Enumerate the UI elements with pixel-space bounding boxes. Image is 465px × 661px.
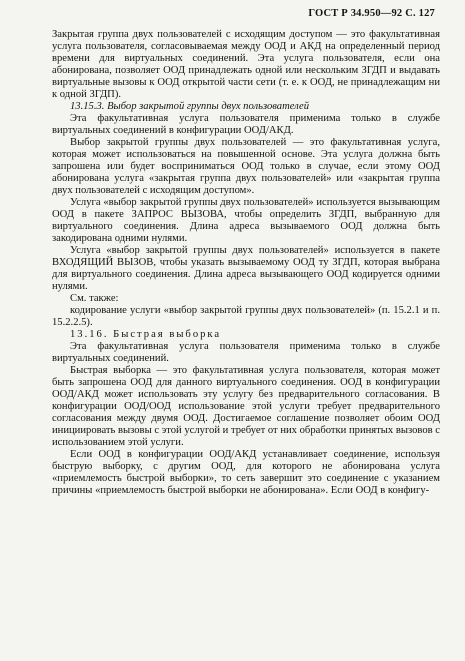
paragraph-fast-select-connection: Если ООД в конфигурации ООД/АКД устанавливает соединение, используя быструю выборку, с другим ООД, для которого не абонирована услуга «приемлемость быстрой выборки», то сеть завершит это соединение с указанием причины «приемлемость быстрой выборки не абонирована». Если ООД в конфигу- — [52, 449, 440, 496]
section-heading-13-15-3: 13.15.3. Выбор закрытой группы двух пользователей — [70, 101, 310, 112]
section-heading-13-16: 13.16. Быстрая выборка — [70, 329, 222, 340]
page-header: ГОСТ Р 34.950—92 С. 127 — [308, 8, 435, 19]
paragraph-closed-group-outgoing: Закрытая группа двух пользователей с исходящим доступом — это факультативная услуга пользователя, согласовываемая между ООД и АКД на определенный период времени для виртуальных соединений. Эта услуга пользователя, если она абонирована, позволяет ООД принадлежать одной или нескольким ЗГДП и выдавать виртуальные вызовы к ООД открытой части сети (т. е. к ООД, не принадлежащим ни к одной ЗГДП). — [52, 29, 440, 100]
paragraph-fast-select-definition: Быстрая выборка — это факультативная услуга пользователя, которая может быть запрошена ООД для данного виртуального соединения. ООД в конфигурации ООД/АКД может использовать эту услугу без предварительного согласования. В конфигурации ООД/ООД использование этой услуги требует предварительного согласования между двумя ООД. Достигаемое соглашение позволяет обоим ООД инициировать вызовы с этой услугой и требует от них обработки принятых вызовов с использованием этой услуги. — [52, 365, 440, 448]
page-body — [52, 29, 440, 497]
paragraph-incoming-call: Услуга «выбор закрытой группы двух пользователей» используется в пакете ВХОДЯЩИЙ ВЫЗОВ, чтобы указать вызываемому ООД ту ЗГДП, которая выбрана для виртуального соединения. Длина адреса вызывающего ООД кодируется одними нулями. — [52, 245, 440, 292]
paragraph-see-also: См. также: — [70, 293, 119, 304]
paragraph-coding-reference: кодирование услуги «выбор закрытой группы двух пользователей» (п. 15.2.1 и п. 15.2.2.5). — [52, 305, 440, 328]
paragraph-fast-select-applicability: Эта факультативная услуга пользователя применима только в службе виртуальных соединений. — [52, 341, 440, 364]
paragraph-applicability: Эта факультативная услуга пользователя применима только в службе виртуальных соединений в конфигурации ООД/АКД. — [52, 113, 440, 136]
paragraph-call-request: Услуга «выбор закрытой группы двух пользователей» используется вызывающим ООД в пакете ЗАПРОС ВЫЗОВА, чтобы определить ЗГДП, выбранную для виртуального соединения. Длина адреса вызываемого ООД должна быть закодирована одними нулями. — [52, 197, 440, 244]
paragraph-selection-definition: Выбор закрытой группы двух пользователей — это факультативная услуга, которая может использоваться на повышенной основе. Эта услуга должна быть запрошена или будет восприниматься ООД только в случае, если этому ООД абонирована услуга «закрытая группа двух пользователей» или «закрытая группа двух пользователей с исходящим доступом». — [52, 137, 440, 196]
